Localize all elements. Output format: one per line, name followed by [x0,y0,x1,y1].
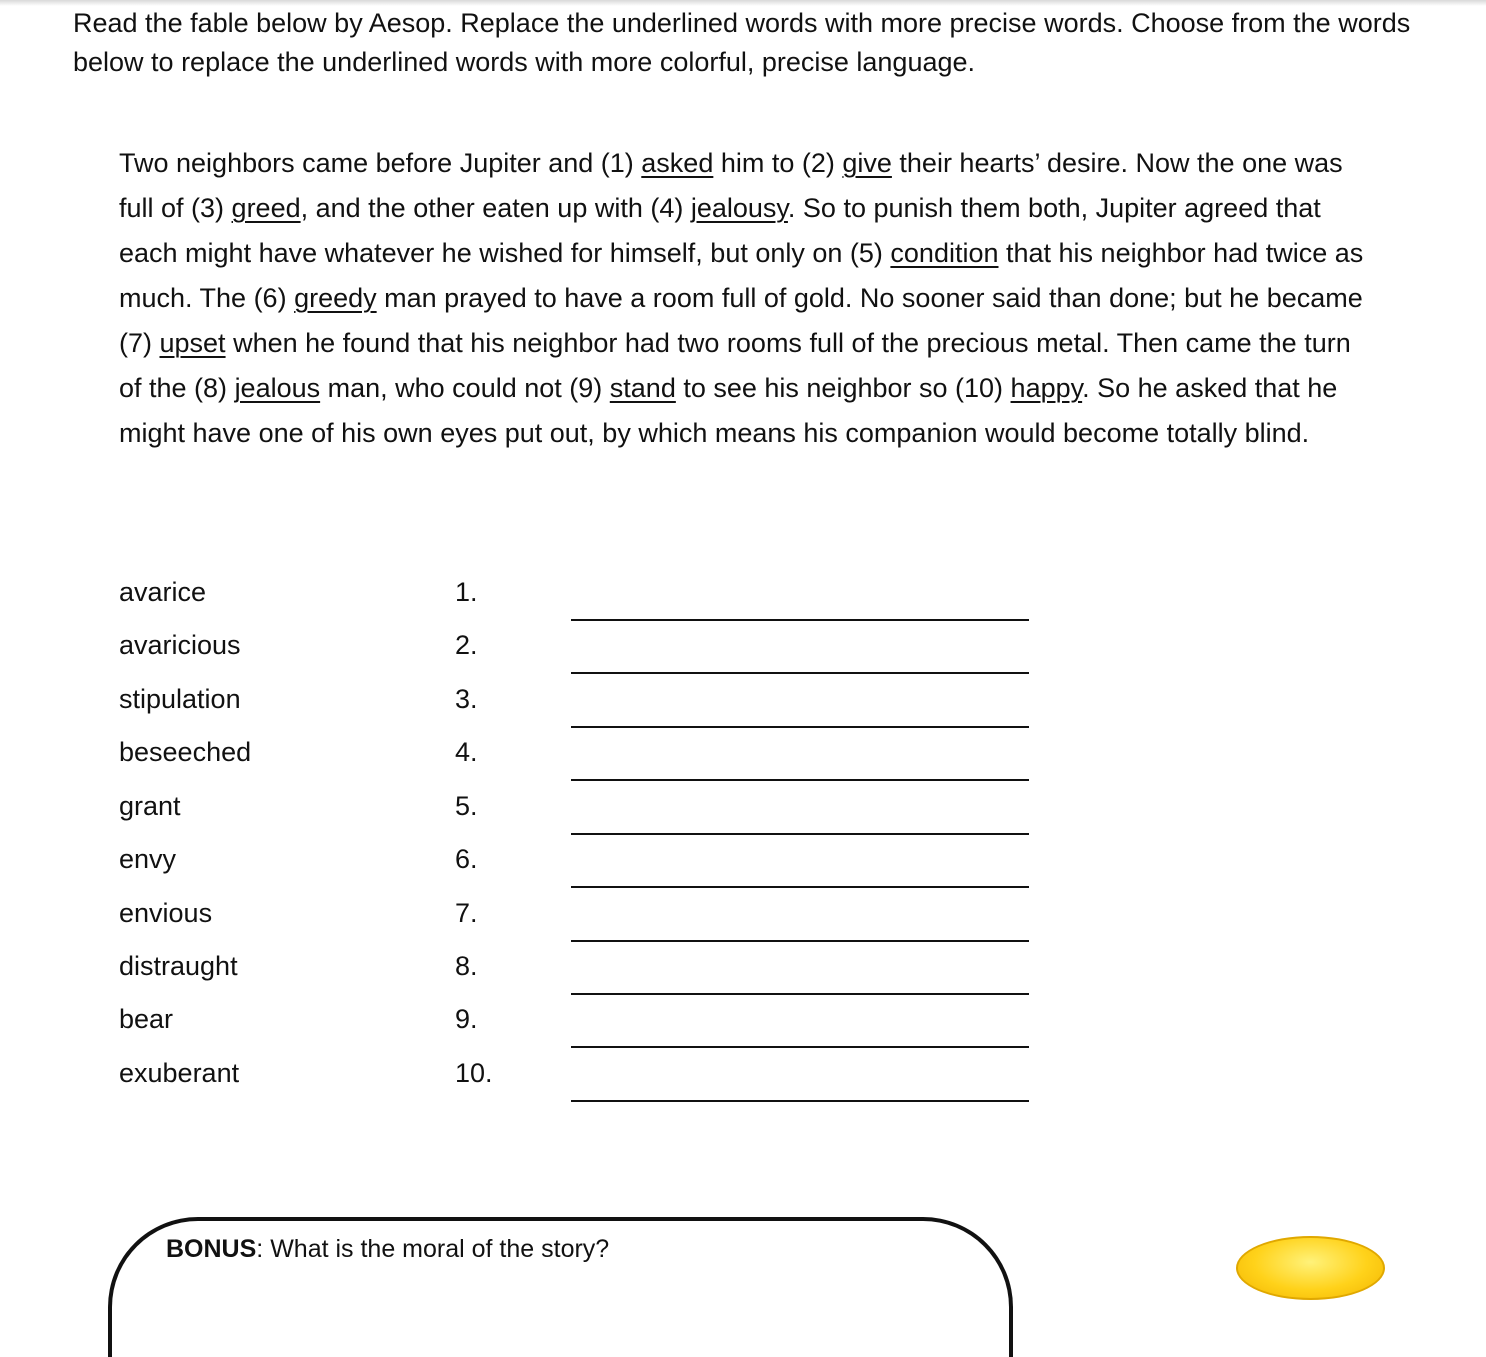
answer-row [0,1001,1486,1055]
word-bank-item: distraught [119,951,238,981]
underlined-word: greed [231,193,301,223]
fable-paragraph [119,141,1379,456]
word-bank-item: grant [119,791,181,821]
answer-blank-line[interactable] [571,940,1029,942]
answer-number: 8. [455,951,478,981]
gold-pot-icon [1236,1236,1385,1300]
underlined-word: jealous [234,373,321,403]
fable-text: man, who could not (9) [320,373,610,403]
underlined-word: jealousy [690,193,788,223]
fable-text: when he found that his neighbor had two rooms full of the precious metal. Then came the turn of the (8) [119,328,1351,403]
fable-text: man prayed to have a room full of gold. No sooner said than done; but he became (7) [119,283,1363,358]
fable-text: their hearts’ desire. Now the one was full of (3) [119,148,1343,223]
answer-row [0,681,1486,735]
word-bank-item: beseeched [119,737,252,767]
answer-blank-line[interactable] [571,726,1029,728]
fable-text: that his neighbor had twice as much. The (6) [119,238,1364,313]
answer-number: 4. [455,737,478,767]
underlined-word: greedy [294,283,377,313]
answer-row [0,895,1486,949]
instructions-text: Read the fable below by Aesop. Replace the underlined words with more precise words. Choose from the words below to replace the underlined words with more colorful, precise language. [73,8,1411,77]
fable-text: , and the other eaten up with (4) [300,193,691,223]
underlined-word: happy [1010,373,1083,403]
word-bank-item: avarice [119,577,207,607]
answer-blank-line[interactable] [571,779,1029,781]
answer-row [0,627,1486,681]
answer-row [0,841,1486,895]
fable-text: Two neighbors came before Jupiter and (1) [119,148,642,178]
answer-number: 5. [455,791,478,821]
word-bank-item: envious [119,898,213,928]
answer-row [0,574,1486,628]
underlined-word: asked [641,148,714,178]
answer-number: 3. [455,684,478,714]
answer-number: 6. [455,844,478,874]
fable-text: . So to punish them both, Jupiter agreed that each might have whatever he wished for himself, but only on (5) [119,193,1321,268]
answer-row [0,734,1486,788]
word-bank-item: envy [119,844,177,874]
answer-blank-line[interactable] [571,833,1029,835]
underlined-word: stand [609,373,676,403]
answer-blank-line[interactable] [571,1100,1029,1102]
answer-blank-line[interactable] [571,886,1029,888]
answer-number: 7. [455,898,478,928]
answer-blank-line[interactable] [571,993,1029,995]
word-bank-item: exuberant [119,1058,240,1088]
answer-row [0,948,1486,1002]
answer-number: 9. [455,1004,478,1034]
answer-row [0,1055,1486,1109]
answer-number: 1. [455,577,478,607]
answer-row [0,788,1486,842]
answer-blank-line[interactable] [571,1046,1029,1048]
underlined-word: give [842,148,892,178]
fable-text: to see his neighbor so (10) [675,373,1011,403]
underlined-word: condition [890,238,999,268]
fable-text: . So he asked that he might have one of his own eyes put out, by which means his companion would become totally blind. [119,373,1338,448]
bonus-question-text: : What is the moral of the story? [256,1235,610,1263]
word-bank-item: stipulation [119,684,241,714]
answer-number: 2. [455,630,478,660]
bonus-label: BONUS [166,1235,257,1263]
answer-blank-line[interactable] [571,672,1029,674]
answer-blank-line[interactable] [571,619,1029,621]
bonus-question [166,1232,609,1266]
word-bank-item: avaricious [119,630,241,660]
word-bank-item: bear [119,1004,174,1034]
underlined-word: upset [159,328,226,358]
answer-number: 10. [455,1058,493,1088]
fable-text: him to (2) [713,148,843,178]
